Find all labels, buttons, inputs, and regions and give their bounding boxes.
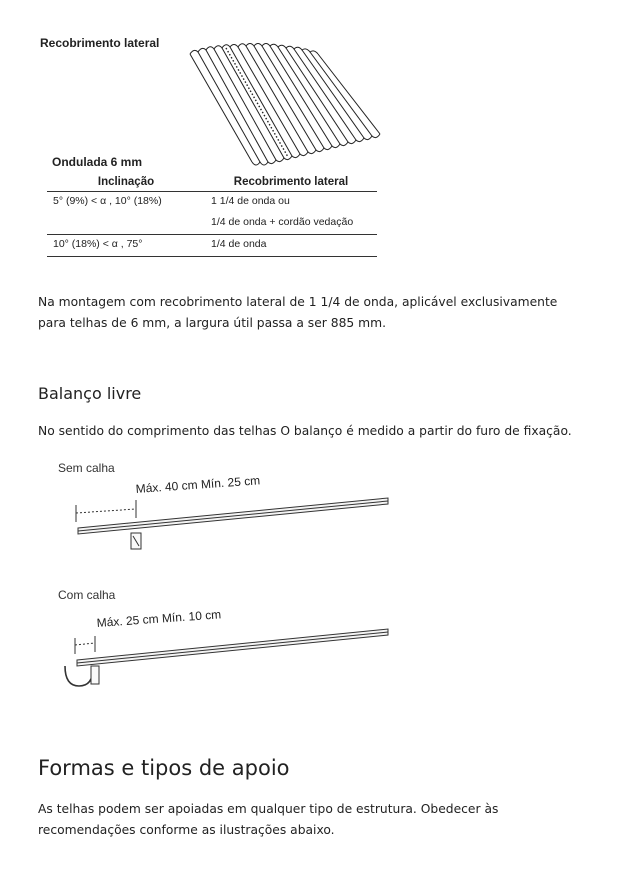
table-cell-incl: 10° (18%) < α , 75° bbox=[47, 235, 205, 257]
figure-title: Recobrimento lateral bbox=[40, 36, 160, 50]
heading-formas-apoio: Formas e tipos de apoio bbox=[38, 756, 290, 780]
paragraph-balanco: No sentido do comprimento das telhas O balanço é medido a partir do furo de fixação. bbox=[38, 424, 572, 438]
com-calha-drawing bbox=[55, 598, 395, 693]
table-header-inclinacao: Inclinação bbox=[47, 173, 205, 192]
table-cell-cover: 1/4 de onda + cordão vedação bbox=[205, 213, 377, 235]
table-cell-cover: 1/4 de onda bbox=[205, 235, 377, 257]
overlap-table bbox=[47, 173, 377, 257]
table-title: Ondulada 6 mm bbox=[52, 155, 143, 169]
sem-calha-label: Sem calha bbox=[58, 461, 115, 475]
table-header-recobrimento: Recobrimento lateral bbox=[205, 173, 377, 192]
corrugated-sheet-drawing bbox=[150, 40, 390, 170]
com-calha-dims: Máx. 25 cm Mín. 10 cm bbox=[96, 607, 222, 630]
sem-calha-drawing bbox=[60, 470, 400, 555]
paragraph-recobrimento: Na montagem com recobrimento lateral de 1 1/4 de onda, aplicável exclusivamente para telhas de 6 mm, a largura útil passa a ser 885 mm. bbox=[38, 295, 558, 330]
heading-balanco-livre: Balanço livre bbox=[38, 384, 142, 403]
sem-calha-dims: Máx. 40 cm Mín. 25 cm bbox=[135, 473, 261, 496]
table-cell-empty bbox=[47, 213, 205, 235]
com-calha-label: Com calha bbox=[58, 588, 116, 602]
table-cell-incl: 5° (9%) < α , 10° (18%) bbox=[53, 195, 162, 207]
paragraph-formas-apoio: As telhas podem ser apoiadas em qualquer tipo de estrutura. Obedecer às recomendações conforme as ilustrações abaixo. bbox=[38, 802, 499, 837]
table-cell-cover: 1 1/4 de onda ou bbox=[211, 195, 290, 207]
